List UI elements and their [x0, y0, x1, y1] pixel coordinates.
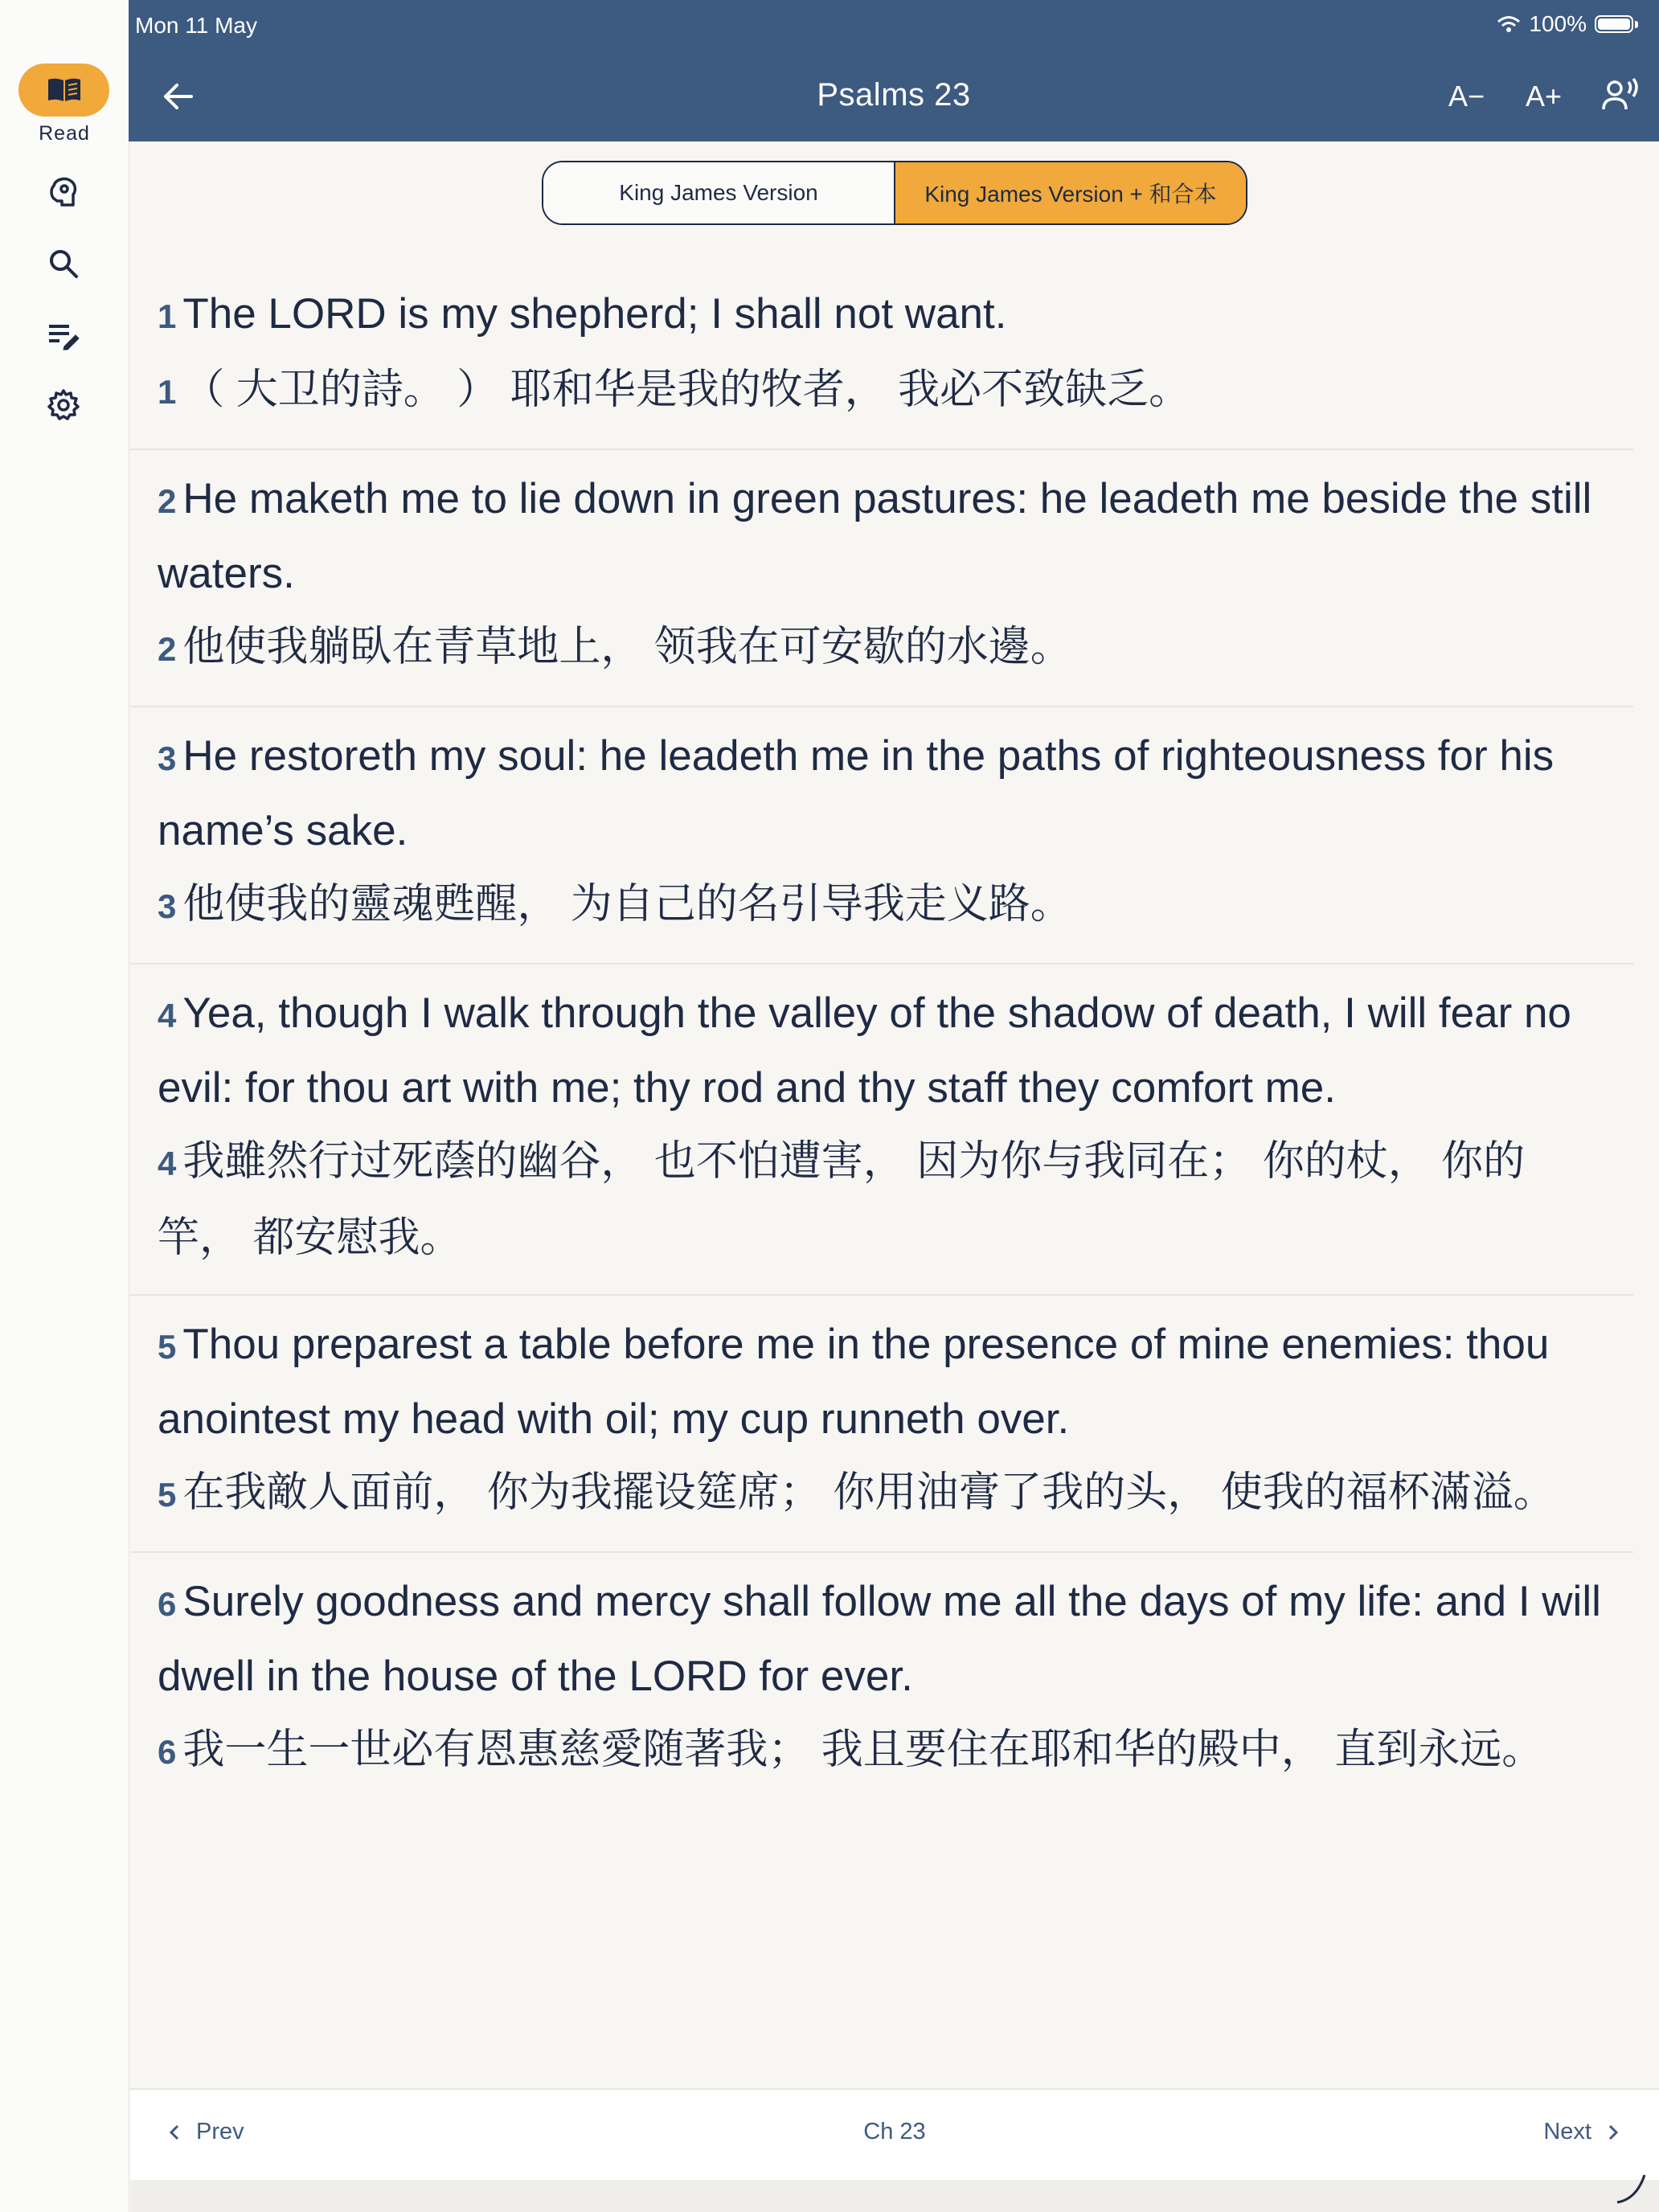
wifi-icon	[1497, 15, 1521, 33]
verse-number: 2	[158, 630, 177, 668]
verse-text-en: Yea, though I walk through the valley of the shadow of death, I will fear no evil: for thou art with me; thy rod and thy staff they comfort me.	[158, 989, 1571, 1112]
next-chapter-button[interactable]	[1543, 2119, 1619, 2145]
prev-label: Prev	[196, 2119, 244, 2144]
verse-list	[130, 265, 1633, 1809]
book-icon	[46, 76, 83, 104]
version-option-kjv[interactable]: King James Version	[543, 162, 894, 223]
brain-icon[interactable]	[44, 172, 83, 211]
verse-text-en: He maketh me to lie down in green pastures: he leadeth me beside the still waters.	[158, 475, 1592, 597]
verse-number: 1	[158, 373, 177, 411]
verse-number: 6	[158, 1733, 177, 1771]
verse-block[interactable]	[130, 707, 1633, 965]
verse-text-zh: 我雖然行过死蔭的幽谷， 也不怕遭害， 因为你与我同在； 你的杖， 你的竿， 都安慰我。	[158, 1138, 1526, 1261]
verse-text-zh: （ 大卫的詩。 ） 耶和华是我的牧者， 我必不致缺乏。	[182, 367, 1191, 413]
verse-number: 4	[158, 1145, 177, 1182]
read-tab-button[interactable]	[18, 63, 109, 117]
chapter-indicator[interactable]: Ch 23	[863, 2119, 926, 2144]
page-title: Psalms 23	[817, 77, 971, 113]
verse-text-en: He restoreth my soul: he leadeth me in the paths of righteousness for his name’s sake.	[158, 732, 1555, 854]
verse-block[interactable]	[130, 450, 1633, 707]
verse-number: 3	[158, 739, 177, 777]
verse-text-zh: 在我敵人面前， 你为我擺设筵席； 你用油膏了我的头， 使我的福杯滿溢。	[182, 1469, 1555, 1516]
verse-block[interactable]	[130, 965, 1633, 1296]
battery-percent: 100%	[1529, 11, 1587, 36]
chapter-navigation	[130, 2088, 1659, 2181]
verse-block[interactable]	[130, 1553, 1633, 1809]
read-tab-label: Read	[39, 122, 90, 145]
status-indicators	[1497, 11, 1638, 37]
verse-block[interactable]	[130, 265, 1633, 450]
version-option-kjv-chinese[interactable]: King James Version + 和合本	[894, 162, 1246, 223]
verse-number: 5	[158, 1476, 177, 1514]
verse-number: 2	[158, 482, 177, 520]
battery-tip	[1635, 21, 1638, 28]
search-icon[interactable]	[44, 244, 83, 283]
decrease-font-button[interactable]: A−	[1448, 80, 1485, 113]
verse-block[interactable]	[130, 1296, 1633, 1553]
verse-number: 3	[158, 887, 177, 925]
resize-handle-icon[interactable]	[1612, 2170, 1648, 2206]
chevron-right-icon	[1608, 2124, 1619, 2140]
verse-text-zh: 他使我的靈魂甦醒， 为自己的名引导我走义路。	[182, 881, 1072, 928]
verse-number: 4	[158, 997, 177, 1034]
top-header	[129, 0, 1659, 141]
settings-gear-icon[interactable]	[44, 386, 83, 424]
verse-number: 1	[158, 297, 177, 335]
bottom-strip	[130, 2180, 1659, 2212]
verse-text-en: The LORD is my shepherd; I shall not want.	[182, 290, 1007, 338]
verse-number: 5	[158, 1328, 177, 1366]
verse-text-en: Thou preparest a table before me in the presence of mine enemies: thou anointest my head with oil; my cup runneth over.	[158, 1321, 1550, 1443]
status-time: Mon 11 May	[135, 13, 257, 38]
speaker-person-icon	[1601, 77, 1641, 113]
increase-font-button[interactable]: A+	[1526, 80, 1563, 113]
verse-text-zh: 他使我躺臥在青草地上， 领我在可安歇的水邊。	[182, 624, 1072, 670]
sidebar	[0, 0, 129, 2212]
verse-text-en: Surely goodness and mercy shall follow me all the days of my life: and I will dwell in the house of the LORD for ever.	[158, 1578, 1601, 1700]
verse-text-zh: 我一生一世必有恩惠慈愛随著我； 我且要住在耶和华的殿中， 直到永远。	[182, 1727, 1544, 1773]
version-toggle	[542, 161, 1247, 225]
next-label: Next	[1543, 2119, 1591, 2144]
read-aloud-button[interactable]	[1601, 77, 1641, 116]
notes-icon[interactable]	[44, 317, 83, 355]
verse-number: 6	[158, 1585, 177, 1623]
battery-icon	[1595, 15, 1633, 33]
